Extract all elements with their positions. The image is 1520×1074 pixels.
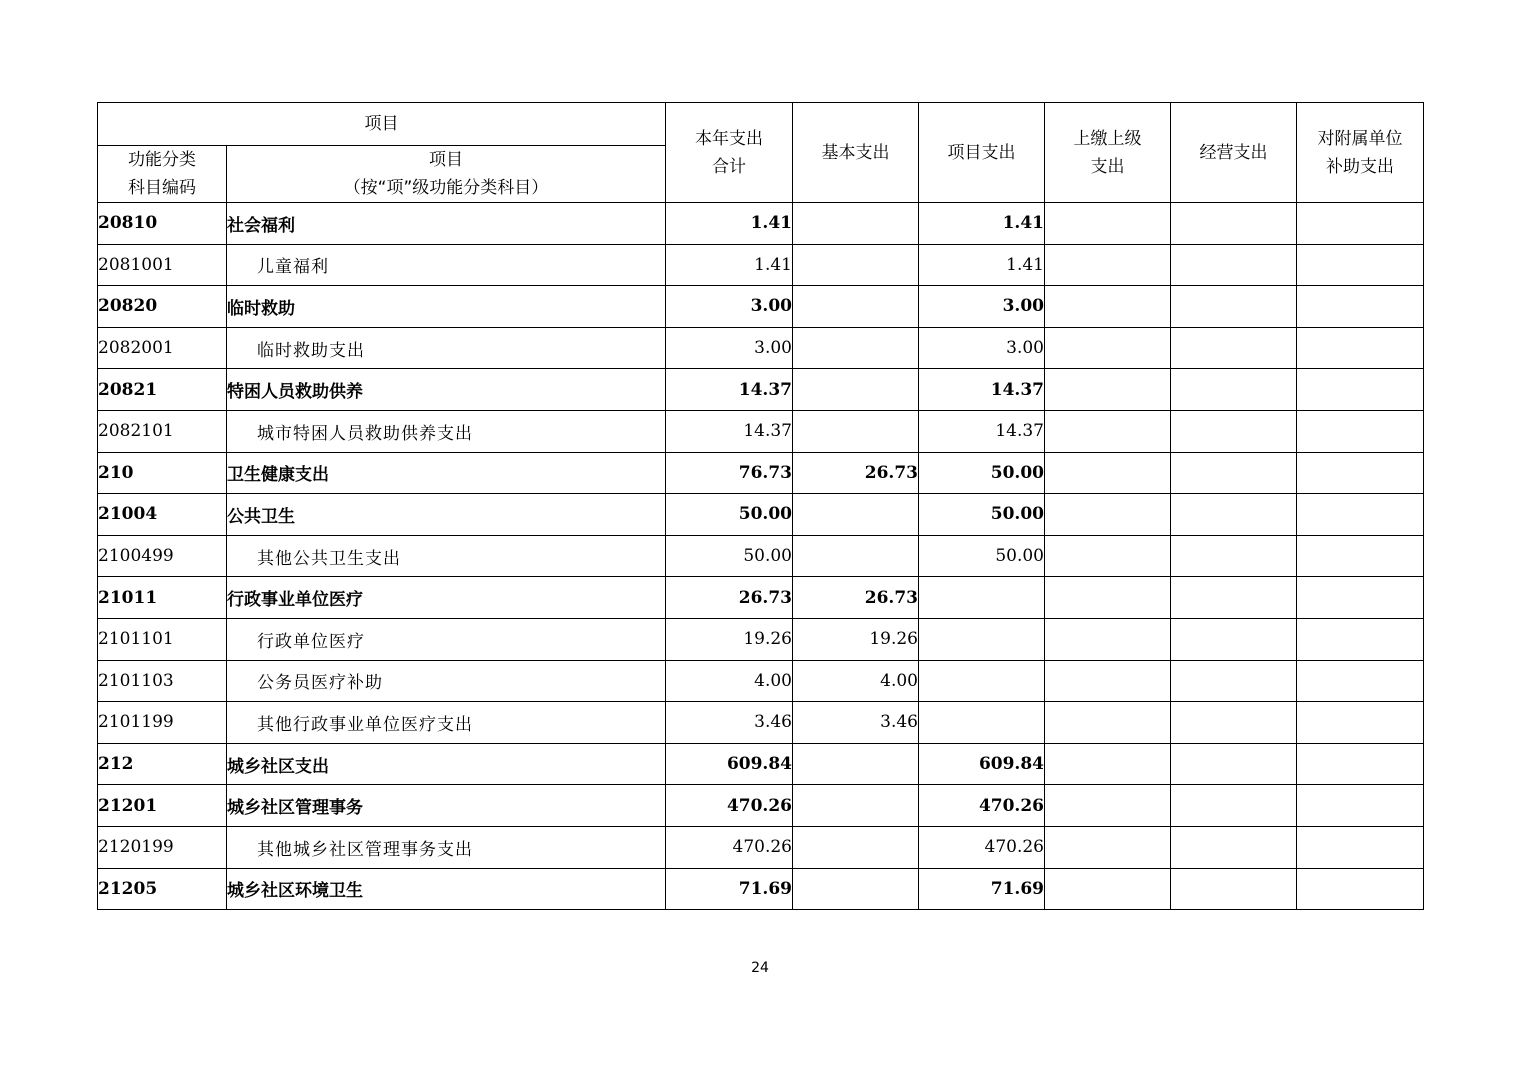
affiliate-cell	[1297, 244, 1424, 286]
basic-cell	[793, 327, 919, 369]
affiliate-cell	[1297, 452, 1424, 494]
name-cell: 其他行政事业单位医疗支出	[227, 702, 666, 744]
header-upper-line1: 上缴上级	[1073, 128, 1142, 149]
business-cell	[1171, 702, 1297, 744]
total-cell: 609.84	[666, 743, 793, 785]
code-cell: 210	[98, 452, 227, 494]
affiliate-cell	[1297, 535, 1424, 577]
code-cell: 20810	[98, 203, 227, 245]
affiliate-cell	[1297, 660, 1424, 702]
code-cell: 21011	[98, 577, 227, 619]
business-cell	[1171, 743, 1297, 785]
table-row	[98, 702, 1424, 744]
project-cell: 470.26	[919, 826, 1045, 868]
affiliate-cell	[1297, 369, 1424, 411]
upper-cell	[1045, 702, 1171, 744]
business-cell	[1171, 785, 1297, 827]
business-cell	[1171, 868, 1297, 910]
name-cell: 行政事业单位医疗	[227, 577, 666, 619]
table-row	[98, 410, 1424, 452]
code-cell: 212	[98, 743, 227, 785]
name-cell: 行政单位医疗	[227, 618, 666, 660]
basic-cell: 26.73	[793, 577, 919, 619]
header-business: 经营支出	[1171, 103, 1297, 203]
total-cell: 14.37	[666, 369, 793, 411]
table-row	[98, 494, 1424, 536]
business-cell	[1171, 535, 1297, 577]
header-total-line1: 本年支出	[695, 128, 763, 149]
affiliate-cell	[1297, 868, 1424, 910]
name-cell: 社会福利	[227, 203, 666, 245]
project-cell	[919, 577, 1045, 619]
affiliate-cell	[1297, 410, 1424, 452]
name-cell: 公务员医疗补助	[227, 660, 666, 702]
name-cell: 城乡社区支出	[227, 743, 666, 785]
basic-cell: 3.46	[793, 702, 919, 744]
business-cell	[1171, 327, 1297, 369]
basic-cell	[793, 535, 919, 577]
code-cell: 2082001	[98, 327, 227, 369]
header-upper	[1045, 103, 1171, 203]
basic-cell	[793, 826, 919, 868]
expenditure-table	[97, 102, 1424, 910]
header-affiliate	[1297, 103, 1424, 203]
project-cell: 3.00	[919, 286, 1045, 328]
header-item: 项目支出	[919, 103, 1045, 203]
upper-cell	[1045, 410, 1171, 452]
total-cell: 26.73	[666, 577, 793, 619]
total-cell: 76.73	[666, 452, 793, 494]
upper-cell	[1045, 369, 1171, 411]
name-cell: 其他城乡社区管理事务支出	[227, 826, 666, 868]
basic-cell	[793, 410, 919, 452]
header-name-line1: 项目	[429, 150, 463, 170]
header-total-line2: 合计	[712, 156, 746, 177]
header-row-1	[98, 103, 1424, 146]
code-cell: 2082101	[98, 410, 227, 452]
total-cell: 470.26	[666, 785, 793, 827]
upper-cell	[1045, 743, 1171, 785]
project-cell	[919, 618, 1045, 660]
business-cell	[1171, 286, 1297, 328]
total-cell: 1.41	[666, 203, 793, 245]
project-cell: 609.84	[919, 743, 1045, 785]
code-cell: 21201	[98, 785, 227, 827]
code-cell: 2101103	[98, 660, 227, 702]
affiliate-cell	[1297, 826, 1424, 868]
basic-cell	[793, 494, 919, 536]
affiliate-cell	[1297, 327, 1424, 369]
header-affiliate-line1: 对附属单位	[1317, 128, 1403, 149]
header-code-line2: 科目编码	[128, 178, 196, 198]
header-total	[666, 103, 793, 203]
header-name-line2: （按“项”级功能分类科目）	[343, 178, 549, 198]
total-cell: 1.41	[666, 244, 793, 286]
table-row	[98, 618, 1424, 660]
total-cell: 3.00	[666, 327, 793, 369]
affiliate-cell	[1297, 286, 1424, 328]
upper-cell	[1045, 452, 1171, 494]
upper-cell	[1045, 244, 1171, 286]
code-cell: 2100499	[98, 535, 227, 577]
name-cell: 其他公共卫生支出	[227, 535, 666, 577]
upper-cell	[1045, 286, 1171, 328]
name-cell: 卫生健康支出	[227, 452, 666, 494]
code-cell: 2101101	[98, 618, 227, 660]
business-cell	[1171, 660, 1297, 702]
affiliate-cell	[1297, 203, 1424, 245]
name-cell: 城市特困人员救助供养支出	[227, 410, 666, 452]
project-cell: 50.00	[919, 494, 1045, 536]
upper-cell	[1045, 660, 1171, 702]
code-cell: 2101199	[98, 702, 227, 744]
header-code	[98, 146, 227, 203]
business-cell	[1171, 203, 1297, 245]
upper-cell	[1045, 494, 1171, 536]
project-cell: 50.00	[919, 452, 1045, 494]
total-cell: 4.00	[666, 660, 793, 702]
business-cell	[1171, 452, 1297, 494]
upper-cell	[1045, 868, 1171, 910]
business-cell	[1171, 410, 1297, 452]
upper-cell	[1045, 785, 1171, 827]
table-row	[98, 286, 1424, 328]
basic-cell	[793, 868, 919, 910]
project-cell: 14.37	[919, 410, 1045, 452]
total-cell: 50.00	[666, 535, 793, 577]
total-cell: 14.37	[666, 410, 793, 452]
name-cell: 城乡社区管理事务	[227, 785, 666, 827]
affiliate-cell	[1297, 785, 1424, 827]
header-name	[227, 146, 666, 203]
basic-cell	[793, 203, 919, 245]
project-cell: 50.00	[919, 535, 1045, 577]
business-cell	[1171, 618, 1297, 660]
basic-cell	[793, 244, 919, 286]
total-cell: 50.00	[666, 494, 793, 536]
project-cell: 1.41	[919, 244, 1045, 286]
project-cell: 14.37	[919, 369, 1045, 411]
total-cell: 3.00	[666, 286, 793, 328]
table-row	[98, 244, 1424, 286]
table-row	[98, 452, 1424, 494]
table-body	[98, 103, 1424, 910]
header-project: 项目	[98, 103, 666, 146]
name-cell: 公共卫生	[227, 494, 666, 536]
business-cell	[1171, 494, 1297, 536]
name-cell: 城乡社区环境卫生	[227, 868, 666, 910]
affiliate-cell	[1297, 743, 1424, 785]
basic-cell	[793, 369, 919, 411]
basic-cell	[793, 743, 919, 785]
upper-cell	[1045, 535, 1171, 577]
header-basic: 基本支出	[793, 103, 919, 203]
code-cell: 21004	[98, 494, 227, 536]
code-cell: 21205	[98, 868, 227, 910]
page-number: 24	[751, 960, 769, 976]
affiliate-cell	[1297, 577, 1424, 619]
table-row	[98, 868, 1424, 910]
business-cell	[1171, 826, 1297, 868]
total-cell: 71.69	[666, 868, 793, 910]
basic-cell	[793, 286, 919, 328]
project-cell: 71.69	[919, 868, 1045, 910]
affiliate-cell	[1297, 618, 1424, 660]
upper-cell	[1045, 618, 1171, 660]
name-cell: 儿童福利	[227, 244, 666, 286]
table-row	[98, 660, 1424, 702]
basic-cell: 26.73	[793, 452, 919, 494]
basic-cell: 19.26	[793, 618, 919, 660]
name-cell: 临时救助支出	[227, 327, 666, 369]
table-row	[98, 743, 1424, 785]
table-row	[98, 369, 1424, 411]
table-row	[98, 535, 1424, 577]
affiliate-cell	[1297, 494, 1424, 536]
table-row	[98, 577, 1424, 619]
basic-cell: 4.00	[793, 660, 919, 702]
total-cell: 19.26	[666, 618, 793, 660]
business-cell	[1171, 369, 1297, 411]
basic-cell	[793, 785, 919, 827]
project-cell: 470.26	[919, 785, 1045, 827]
upper-cell	[1045, 203, 1171, 245]
table-row	[98, 826, 1424, 868]
header-affiliate-line2: 补助支出	[1326, 156, 1394, 177]
upper-cell	[1045, 826, 1171, 868]
header-code-line1: 功能分类	[128, 150, 196, 170]
project-cell: 1.41	[919, 203, 1045, 245]
code-cell: 2081001	[98, 244, 227, 286]
business-cell	[1171, 577, 1297, 619]
total-cell: 3.46	[666, 702, 793, 744]
table-row	[98, 203, 1424, 245]
business-cell	[1171, 244, 1297, 286]
upper-cell	[1045, 577, 1171, 619]
total-cell: 470.26	[666, 826, 793, 868]
name-cell: 特困人员救助供养	[227, 369, 666, 411]
header-upper-line2: 支出	[1090, 156, 1125, 177]
affiliate-cell	[1297, 702, 1424, 744]
project-cell	[919, 660, 1045, 702]
table-row	[98, 785, 1424, 827]
name-cell: 临时救助	[227, 286, 666, 328]
project-cell: 3.00	[919, 327, 1045, 369]
code-cell: 20821	[98, 369, 227, 411]
table-row	[98, 327, 1424, 369]
code-cell: 20820	[98, 286, 227, 328]
project-cell	[919, 702, 1045, 744]
code-cell: 2120199	[98, 826, 227, 868]
upper-cell	[1045, 327, 1171, 369]
